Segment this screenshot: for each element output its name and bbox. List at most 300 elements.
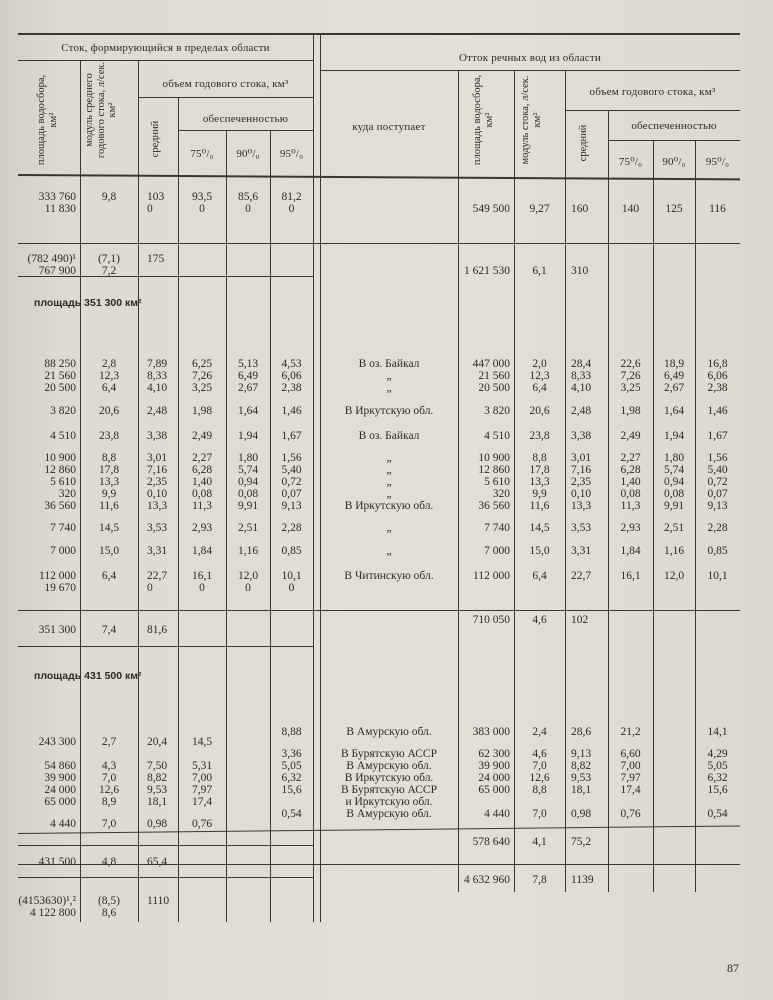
cell-area: 11 830 [44,203,76,215]
cell-out-mean: 8,33 [571,370,592,382]
cell-p95: 0,72 [281,476,302,488]
col-rule-2 [138,60,139,922]
cell-out-mean: 160 [571,203,589,215]
provision-header-left: обеспеченностью [202,113,289,125]
cell-p75: 2,49 [191,430,213,442]
cell-out-p90: 6,49 [663,370,685,382]
cell-mean: 0 [147,582,153,594]
rule-c [18,610,740,611]
cell-mean: 2,48 [147,405,168,417]
cell-out-p90: 1,80 [663,452,685,464]
cell-p75: 2,93 [191,522,213,534]
cell-p75: 14,5 [191,736,213,748]
cell-mean: 13,3 [147,500,168,512]
section-title-2: площадь 351 300 км² [34,297,142,309]
cell-out-mean: 22,7 [571,570,592,582]
cell-mean: 65,4 [147,856,168,868]
cell-p90: 0,94 [237,476,259,488]
cell-out-area: 447 000 [472,358,510,370]
cell-module: 14,5 [98,522,120,534]
cell-out-p95: 9,13 [707,500,728,512]
rule-a [18,243,740,244]
cell-out-p95: 0,85 [707,545,728,557]
cell-out-mean: 0,98 [571,808,592,820]
cell-area: 431 500 [38,856,76,868]
cell-mean: 7,16 [147,464,168,476]
cell-out-p95: 1,46 [707,405,728,417]
cell-p90: 0,08 [237,488,259,500]
cell-p90: 9,91 [237,500,259,512]
cell-out-area: 62 300 [478,748,510,760]
cell-out-mean: 28,4 [571,358,592,370]
cell-module: (8,5) [97,895,121,907]
cell-area: 12 860 [44,464,76,476]
cell-out-mean: 13,3 [571,500,592,512]
cell-p95: 0,54 [281,808,302,820]
cell-out-area: 4 510 [484,430,510,442]
cell-p90: 0 [245,203,251,215]
cell-out-p95: 6,06 [707,370,728,382]
cell-module: 13,3 [98,476,120,488]
cell-out-p75: 16,1 [620,570,641,582]
module-header-left: модуль среднего годового стока, л/сек. км² [84,61,118,159]
col-rule-6 [313,33,314,922]
cell-out-mean: 75,2 [571,836,592,848]
rule-f [18,845,313,846]
cell-area: 10 900 [44,452,76,464]
p75-header-left: 75⁰/₀ [190,148,214,160]
cell-module: 15,0 [98,545,120,557]
area-header-left: площадь водосбора, км² [36,74,59,166]
module-header-right: модуль стока, л/сек. км² [520,75,543,165]
cell-mean: 4,10 [147,382,168,394]
cell-module: 4,3 [101,760,117,772]
cell-out-p95: 6,32 [707,772,728,784]
cell-out-p95: 4,29 [707,748,728,760]
cell-out-p95: 2,28 [707,522,728,534]
cell-out-p95: 1,67 [707,430,728,442]
cell-out-p75: 3,25 [620,382,641,394]
cell-area: 24 000 [44,784,76,796]
cell-p75: 1,40 [191,476,213,488]
cell-destination: „ [386,382,392,394]
cell-out-module: 7,0 [532,760,547,772]
cell-p75: 17,4 [191,796,213,808]
cell-out-mean: 9,13 [571,748,592,760]
area-header-right: площадь водосбора, км² [472,74,495,166]
cell-out-area: 12 860 [478,464,510,476]
cell-out-p75: 1,84 [620,545,641,557]
cell-destination: В Иркутскую обл. [344,772,434,784]
cell-out-p90: 2,67 [663,382,685,394]
cell-module: (7,1) [97,253,121,265]
cell-destination: „ [386,464,392,476]
cell-mean: 18,1 [147,796,168,808]
cell-p75: 0,76 [191,818,213,830]
cell-p75: 16,1 [191,570,213,582]
volume-underline-left [138,97,313,98]
header-bottom-rule [18,174,740,180]
rule-d [18,646,313,647]
p95-header-left: 95⁰/₀ [279,148,304,160]
cell-mean: 7,50 [147,760,168,772]
cell-out-p95: 0,54 [707,808,728,820]
cell-out-module: 8,8 [532,784,547,796]
cell-area: 4 510 [50,430,76,442]
cell-out-p90: 1,64 [663,405,685,417]
left-group-underline [18,60,313,61]
cell-mean: 81,6 [147,624,168,636]
cell-out-module: 7,0 [532,808,547,820]
cell-out-p75: 6,28 [620,464,641,476]
cell-p90: 6,49 [237,370,259,382]
cell-out-p95: 1,56 [707,452,728,464]
cell-out-module: 13,3 [529,476,550,488]
cell-out-p75: 0,08 [620,488,641,500]
cell-area: 19 670 [44,582,76,594]
cell-p90: 2,67 [237,382,259,394]
cell-area: 4 122 800 [30,907,76,919]
cell-out-module: 12,6 [529,772,550,784]
cell-p75: 93,5 [191,191,213,203]
destination-header: куда поступает [352,121,426,133]
cell-p95: 0,07 [281,488,302,500]
cell-out-module: 8,8 [532,452,547,464]
cell-destination: „ [386,476,392,488]
cell-mean: 20,4 [147,736,168,748]
cell-area: 54 860 [44,760,76,772]
cell-out-area: 1 621 530 [464,265,510,277]
cell-out-p75: 1,40 [620,476,641,488]
cell-destination: В Амурскую обл. [346,808,432,820]
cell-out-area: 383 000 [472,726,510,738]
cell-destination: В Иркутскую обл. [344,405,434,417]
cell-mean: 0,10 [147,488,168,500]
cell-mean: 8,33 [147,370,168,382]
cell-module: 12,6 [98,784,120,796]
cell-out-p75: 2,27 [620,452,641,464]
cell-p95: 15,6 [281,784,302,796]
cell-destination: „ [386,522,392,534]
cell-out-p95: 116 [709,203,726,215]
cell-out-module: 9,9 [532,488,547,500]
cell-destination: „ [386,488,392,500]
p75-header-right: 75⁰/₀ [618,156,643,168]
cell-out-p95: 0,72 [707,476,728,488]
cell-p75: 0 [199,203,205,215]
cell-out-mean: 8,82 [571,760,592,772]
cell-area: (782 490)¹ [27,253,76,265]
cell-destination: „ [386,545,392,557]
cell-out-mean: 3,31 [571,545,592,557]
cell-area: 4 440 [50,818,76,830]
cell-module: 7,4 [101,624,117,636]
cell-p90: 1,80 [237,452,259,464]
cell-p95: 0 [288,582,295,594]
cell-out-mean: 2,35 [571,476,592,488]
cell-module: 2,8 [101,358,117,370]
cell-p95: 6,32 [281,772,302,784]
cell-out-p90: 0,94 [663,476,685,488]
cell-area: 88 250 [44,358,76,370]
table-top-rule [18,33,740,35]
cell-out-module: 11,6 [529,500,550,512]
cell-p90: 1,94 [237,430,259,442]
cell-out-p75: 7,97 [620,772,641,784]
cell-out-p95: 10,1 [707,570,728,582]
cell-out-p95: 5,05 [707,760,728,772]
volume-header-left: объем годового стока, км³ [162,78,289,90]
cell-p90: 85,6 [237,191,259,203]
cell-mean: 103 [147,191,165,203]
cell-module: 23,8 [98,430,120,442]
cell-module: 12,3 [98,370,120,382]
cell-out-area: 10 900 [478,452,510,464]
cell-area: 5 610 [50,476,76,488]
cell-out-p75: 17,4 [620,784,641,796]
cell-out-module: 4,1 [532,836,547,848]
rule-h [18,877,313,878]
cell-p75: 7,26 [191,370,213,382]
cell-p95: 5,40 [281,464,302,476]
cell-destination: В Амурскую обл. [346,760,432,772]
cell-out-p90: 5,74 [663,464,685,476]
page-number: 87 [727,961,739,975]
cell-out-p75: 2,93 [620,522,641,534]
cell-module: 9,8 [101,191,117,203]
cell-destination: „ [386,452,392,464]
cell-p75: 2,27 [191,452,213,464]
cell-out-module: 2,4 [532,726,547,738]
cell-area: 36 560 [44,500,76,512]
cell-out-module: 14,5 [529,522,550,534]
cell-out-mean: 1139 [571,874,594,886]
provision-underline-right [608,140,740,141]
cell-destination: В Бурятскую АССР [340,748,438,760]
cell-p75: 1,84 [191,545,213,557]
cell-module: 6,4 [101,570,117,582]
cell-p95: 5,05 [281,760,302,772]
cell-p95: 8,88 [281,726,302,738]
cell-out-p95: 15,6 [707,784,728,796]
cell-p95: 2,38 [281,382,302,394]
volume-underline-right [565,110,740,111]
cell-out-p75: 2,49 [620,430,641,442]
cell-destination: „ [386,370,392,382]
cell-out-area: 21 560 [478,370,510,382]
cell-out-p75: 6,60 [620,748,641,760]
cell-mean: 2,35 [147,476,168,488]
cell-p95: 2,28 [281,522,302,534]
cell-out-module: 6,4 [532,570,547,582]
cell-out-p90: 2,51 [663,522,685,534]
cell-p75: 6,28 [191,464,213,476]
provision-underline-left [178,130,313,131]
cell-module: 7,0 [101,772,117,784]
cell-out-p75: 11,3 [620,500,641,512]
cell-out-p90: 12,0 [663,570,685,582]
cell-out-p90: 18,9 [663,358,685,370]
cell-area: 767 900 [38,265,76,277]
cell-out-p90: 1,16 [663,545,685,557]
cell-module: 8,8 [101,452,117,464]
cell-out-mean: 102 [571,614,589,626]
cell-p95: 10,1 [281,570,302,582]
p90-header-right: 90⁰/₀ [662,156,686,168]
cell-module: 4,8 [101,856,117,868]
cell-area: 7 000 [50,545,76,557]
cell-out-p75: 21,2 [620,726,641,738]
section-title-3: площадь 431 500 км² [34,670,142,682]
cell-out-module: 9,27 [529,203,550,215]
cell-p95: 1,67 [281,430,302,442]
cell-out-module: 6,1 [532,265,547,277]
cell-p95: 0 [288,203,295,215]
cell-out-p95: 0,07 [707,488,728,500]
cell-out-p75: 7,26 [620,370,641,382]
cell-mean: 0,98 [147,818,168,830]
cell-p95: 0,85 [281,545,302,557]
cell-module: 7,0 [101,818,117,830]
p90-header-left: 90⁰/₀ [236,148,260,160]
cell-out-module: 4,6 [532,748,547,760]
cell-p95: 9,13 [281,500,302,512]
right-group-header: Отток речных вод из области [459,52,601,64]
cell-out-module: 2,0 [532,358,547,370]
cell-p75: 1,98 [191,405,213,417]
cell-out-area: 39 900 [478,760,510,772]
cell-p95: 1,56 [281,452,302,464]
cell-mean: 3,01 [147,452,168,464]
cell-out-p90: 9,91 [663,500,685,512]
cell-destination: В Амурскую обл. [346,726,432,738]
mean-header-left: средний [150,120,161,158]
cell-p95: 3,36 [281,748,302,760]
cell-mean: 3,31 [147,545,168,557]
cell-area: 112 000 [39,570,76,582]
cell-out-area: 3 820 [484,405,510,417]
cell-out-area: 36 560 [478,500,510,512]
cell-out-area: 112 000 [473,570,510,582]
cell-destination: В Бурятскую АССР [340,784,438,796]
cell-p75: 11,3 [192,500,212,512]
cell-area: 20 500 [44,382,76,394]
cell-p95: 1,46 [281,405,302,417]
cell-out-area: 65 000 [478,784,510,796]
cell-area: 65 000 [44,796,76,808]
cell-out-p95: 2,38 [707,382,728,394]
cell-out-mean: 3,01 [571,452,592,464]
cell-out-area: 578 640 [472,836,510,848]
cell-module: 9,9 [101,488,117,500]
cell-p90: 0 [245,582,251,594]
cell-out-p90: 0,08 [663,488,685,500]
cell-mean: 7,89 [147,358,168,370]
cell-destination: В Иркутскую обл. [344,500,434,512]
left-group-header: Сток, формирующийся в пределах области [61,42,270,54]
cell-out-p75: 7,00 [620,760,641,772]
cell-out-module: 4,6 [532,614,547,626]
cell-module: 6,4 [101,382,117,394]
cell-p75: 0,08 [191,488,213,500]
cell-out-module: 17,8 [529,464,550,476]
cell-p90: 2,51 [237,522,259,534]
cell-out-p95: 5,40 [707,464,728,476]
cell-module: 17,8 [98,464,120,476]
cell-out-mean: 2,48 [571,405,592,417]
mean-header-right: средний [578,124,589,162]
cell-out-mean: 9,53 [571,772,592,784]
cell-out-mean: 4,10 [571,382,592,394]
cell-p95: 81,2 [281,191,302,203]
cell-out-area: 7 000 [484,545,510,557]
cell-mean: 8,82 [147,772,168,784]
cell-mean: 3,53 [147,522,168,534]
cell-area: 21 560 [44,370,76,382]
cell-out-p75: 22,6 [620,358,641,370]
cell-area: 320 [58,488,76,500]
cell-p75: 6,25 [191,358,213,370]
cell-area: (4153630)¹,² [18,895,76,907]
provision-header-right: обеспеченностью [631,120,717,132]
cell-mean: 22,7 [147,570,168,582]
cell-mean: 9,53 [147,784,168,796]
cell-module: 20,6 [98,405,120,417]
cell-out-mean: 7,16 [571,464,592,476]
cell-p75: 7,00 [191,772,213,784]
cell-out-mean: 18,1 [571,784,592,796]
cell-out-p75: 1,98 [620,405,641,417]
cell-out-module: 7,8 [532,874,547,886]
cell-out-area: 4 632 960 [464,874,510,886]
cell-module: 7,2 [101,265,117,277]
cell-p75: 3,25 [191,382,213,394]
cell-mean: 1110 [147,895,170,907]
cell-out-p90: 125 [665,203,683,215]
cell-out-p90: 1,94 [663,430,685,442]
cell-out-area: 4 440 [484,808,510,820]
cell-mean: 175 [147,253,165,265]
cell-out-area: 549 500 [472,203,510,215]
cell-p95: 6,06 [281,370,302,382]
cell-area: 333 760 [38,191,76,203]
cell-out-p75: 140 [621,203,640,215]
cell-p75: 5,31 [191,760,213,772]
cell-module: 2,7 [101,736,117,748]
cell-out-area: 710 050 [472,614,510,626]
cell-out-mean: 28,6 [571,726,592,738]
cell-p90: 1,16 [237,545,259,557]
cell-destination: В Читинскую обл. [344,570,434,582]
cell-p90: 5,13 [237,358,259,370]
cell-out-mean: 3,53 [571,522,592,534]
col-rule-12 [653,140,654,892]
cell-area: 3 820 [50,405,76,417]
cell-mean: 3,38 [147,430,168,442]
cell-out-p95: 14,1 [707,726,728,738]
cell-module: 8,6 [101,907,117,919]
cell-p90: 12,0 [237,570,259,582]
cell-out-p95: 16,8 [707,358,728,370]
cell-area: 243 300 [38,736,76,748]
cell-module: 8,9 [101,796,117,808]
cell-out-area: 24 000 [478,772,510,784]
cell-out-area: 320 [492,488,510,500]
cell-out-module: 20,6 [529,405,550,417]
cell-mean: 0 [147,203,153,215]
cell-destination: В оз. Байкал [358,430,420,442]
cell-area: 39 900 [44,772,76,784]
